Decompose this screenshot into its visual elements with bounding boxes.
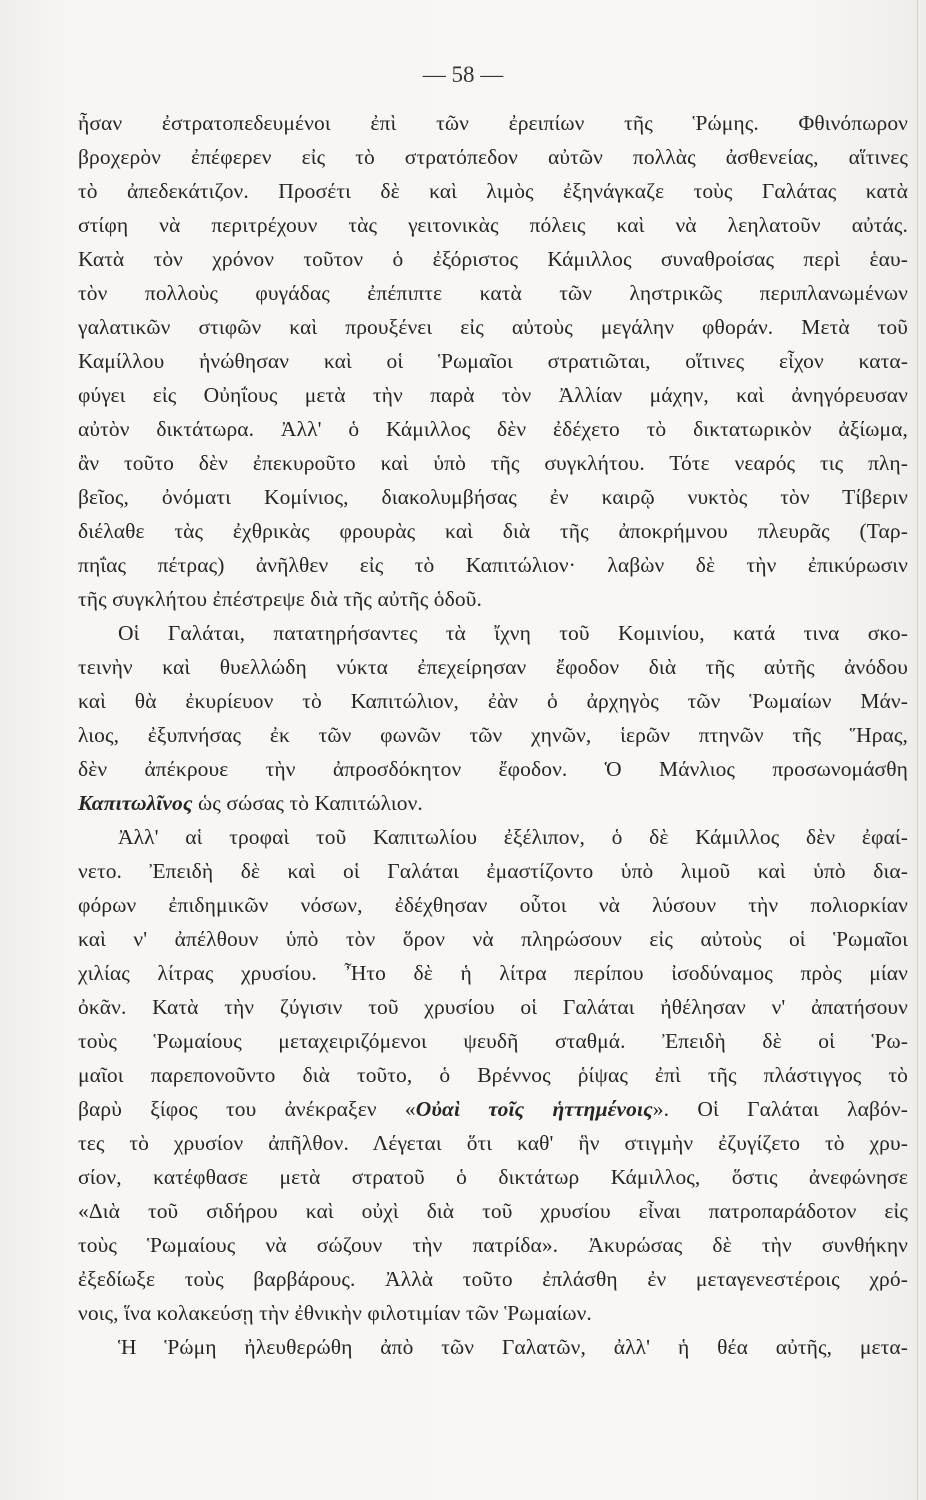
text-line (78, 1262, 908, 1296)
text-line (78, 888, 908, 922)
text-segment: πηΐας πέτρας) ἀνῆλθεν εἰς τὸ Καπιτώλιον· λαβὼν δὲ τὴν ἐπικύρωσιν (78, 553, 908, 577)
text-segment: Οἱ Γαλάται, πατατηρήσαντες τὰ ἴχνη τοῦ Κομινίου, κατά τινα σκο- (118, 621, 908, 645)
text-segment: βαρὺ ξίφος του ἀνέκραξεν « (78, 1097, 416, 1121)
text-line (78, 514, 908, 548)
text-line (78, 208, 908, 242)
text-line (78, 1330, 908, 1364)
text-segment: τὸν πολλοὺς φυγάδας ἐπέπιπτε κατὰ τῶν ληστρικῶς περιπλανωμένων (78, 281, 908, 305)
text-segment: νετο. Ἐπειδὴ δὲ καὶ οἱ Γαλάται ἐμαστίζοντο ὑπὸ λιμοῦ καὶ ὑπὸ δια- (78, 859, 908, 883)
text-segment: «Διὰ τοῦ σιδήρου καὶ οὐχὶ διὰ τοῦ χρυσίου εἶναι πατροπαράδοτον εἰς (78, 1199, 908, 1223)
text-segment: φύγει εἰς Οὐηΐους μετὰ τὴν παρὰ τὸν Ἀλλίαν μάχην, καὶ ἀνηγόρευσαν (78, 383, 908, 407)
text-line (78, 242, 908, 276)
text-segment: καὶ ν' ἀπέλθουν ὑπὸ τὸν ὅρον νὰ πληρώσουν εἰς αὐτοὺς οἱ Ῥωμαῖοι (78, 927, 908, 951)
text-line (78, 1126, 908, 1160)
text-segment: Καμίλλου ἡνώθησαν καὶ οἱ Ῥωμαῖοι στρατιῶται, οἵτινες εἶχον κατα- (78, 349, 908, 373)
text-line (78, 1024, 908, 1058)
text-segment: καὶ θὰ ἐκυρίευον τὸ Καπιτώλιον, ἐὰν ὁ ἀρχηγὸς τῶν Ῥωμαίων Μάν- (78, 689, 908, 713)
text-line (78, 480, 908, 514)
text-line (78, 990, 908, 1024)
text-segment: τοὺς Ῥωμαίους νὰ σώζουν τὴν πατρίδα». Ἀκυρώσας δὲ τὴν συνθήκην (78, 1233, 908, 1257)
text-line (78, 1194, 908, 1228)
text-line (78, 174, 908, 208)
text-segment: στίφη νὰ περιτρέχουν τὰς γειτονικὰς πόλεις καὶ νὰ λεηλατοῦν αὐτάς. (78, 213, 908, 237)
text-segment: βροχερὸν ἐπέφερεν εἰς τὸ στρατόπεδον αὐτῶν πολλὰς ἀσθενείας, αἵτινες (78, 145, 908, 169)
text-line (78, 276, 908, 310)
text-line (78, 1092, 908, 1126)
text-segment: τοὺς Ῥωμαίους μεταχειριζόμενοι ψευδῆ σταθμά. Ἐπειδὴ δὲ οἱ Ῥω- (78, 1029, 908, 1053)
emphasized-text: Οὐαὶ τοῖς ἡττημένοις (415, 1097, 653, 1121)
page-number: — 58 — (422, 62, 504, 87)
text-segment: ἂν τοῦτο δὲν ἐπεκυροῦτο καὶ ὑπὸ τῆς συγκλήτου. Τότε νεαρός τις πλη- (78, 451, 908, 475)
text-segment: φόρων ἐπιδημικῶν νόσων, ἐδέχθησαν οὗτοι νὰ λύσουν τὴν πολιορκίαν (78, 893, 908, 917)
emphasized-text: Καπιτωλῖνος (78, 791, 193, 815)
text-line (78, 140, 908, 174)
text-line (78, 616, 908, 650)
text-line (78, 446, 908, 480)
text-line (78, 956, 908, 990)
text-line (78, 1228, 908, 1262)
text-segment: σίον, κατέφθασε μετὰ στρατοῦ ὁ δικτάτωρ Κάμιλλος, ὅστις ἀνεφώνησε (78, 1165, 908, 1189)
text-segment: διέλαθε τὰς ἐχθρικὰς φρουρὰς καὶ διὰ τῆς ἀποκρήμνου πλευρᾶς (Ταρ- (78, 519, 908, 543)
text-line (78, 378, 908, 412)
text-line (78, 1296, 908, 1330)
text-line (78, 650, 908, 684)
text-line (78, 854, 908, 888)
text-segment: νοις, ἵνα κολακεύσῃ τὴν ἐθνικὴν φιλοτιμίαν τῶν Ῥωμαίων. (78, 1301, 592, 1325)
text-segment: Ἀλλ' αἱ τροφαὶ τοῦ Καπιτωλίου ἐξέλιπον, ὁ δὲ Κάμιλλος δὲν ἐφαί- (118, 825, 908, 849)
text-segment: τῆς συγκλήτου ἐπέστρεψε διὰ τῆς αὐτῆς ὁδοῦ. (78, 587, 482, 611)
text-line (78, 344, 908, 378)
text-segment: τεινὴν καὶ θυελλώδη νύκτα ἐπεχείρησαν ἔφοδον διὰ τῆς αὐτῆς ἀνόδου (78, 655, 908, 679)
text-segment: βεῖος, ὀνόματι Κομίνιος, διακολυμβήσας ἐν καιρῷ νυκτὸς τὸν Τίβεριν (78, 485, 908, 509)
text-line (78, 412, 908, 446)
text-line (78, 684, 908, 718)
text-segment: Κατὰ τὸν χρόνον τοῦτον ὁ ἐξόριστος Κάμιλλος συναθροίσας περὶ ἑαυ- (78, 247, 908, 271)
text-segment: χιλίας λίτρας χρυσίου. Ἦτο δὲ ἡ λίτρα περίπου ἰσοδύναμος πρὸς μίαν (78, 961, 908, 985)
text-line (78, 922, 908, 956)
text-segment: μαῖοι παρεπονοῦντο διὰ τοῦτο, ὁ Βρέννος ῥίψας ἐπὶ τῆς πλάστιγγος τὸ (78, 1063, 908, 1087)
text-segment: ἐξεδίωξε τοὺς βαρβάρους. Ἀλλὰ τοῦτο ἐπλάσθη ἐν μεταγενεστέροις χρό- (78, 1267, 908, 1291)
text-segment: τες τὸ χρυσίον ἀπῆλθον. Λέγεται ὅτι καθ' ἣν στιγμὴν ἐζυγίζετο τὸ χρυ- (78, 1131, 908, 1155)
text-line (78, 106, 908, 140)
text-segment: δὲν ἀπέκρουε τὴν ἀπροσδόκητον ἔφοδον. Ὁ Μάνλιος προσωνομάσθη (78, 757, 908, 781)
text-segment: τὸ ἀπεδεκάτιζον. Προσέτι δὲ καὶ λιμὸς ἐξηνάγκαζε τοὺς Γαλάτας κατὰ (78, 179, 908, 203)
text-line (78, 1160, 908, 1194)
text-segment: αὐτὸν δικτάτωρα. Ἀλλ' ὁ Κάμιλλος δὲν ἐδέχετο τὸ δικτατωρικὸν ἀξίωμα, (78, 417, 908, 441)
text-segment: λιος, ἐξυπνήσας ἐκ τῶν φωνῶν τῶν χηνῶν, ἱερῶν πτηνῶν τῆς Ἥρας, (78, 723, 908, 747)
text-line (78, 1058, 908, 1092)
text-segment: γαλατικῶν στιφῶν καὶ προυξένει εἰς αὐτοὺς μεγάλην φθοράν. Μετὰ τοῦ (78, 315, 908, 339)
text-line (78, 310, 908, 344)
text-line (78, 718, 908, 752)
text-segment: Ἡ Ῥώμη ἠλευθερώθη ἀπὸ τῶν Γαλατῶν, ἀλλ' ἡ θέα αὐτῆς, μετα- (118, 1335, 908, 1359)
page-edge (917, 0, 918, 1500)
text-segment: ». Οἱ Γαλάται λαβόν- (652, 1097, 908, 1121)
body-text (78, 106, 908, 1364)
text-segment: ἦσαν ἐστρατοπεδευμένοι ἐπὶ τῶν ἐρειπίων τῆς Ῥώμης. Φθινόπωρον (78, 111, 908, 135)
text-segment: ὡς σώσας τὸ Καπιτώλιον. (192, 791, 423, 815)
text-line (78, 820, 908, 854)
text-line (78, 582, 908, 616)
text-line (78, 548, 908, 582)
text-segment: ὀκᾶν. Κατὰ τὴν ζύγισιν τοῦ χρυσίου οἱ Γαλάται ἠθέλησαν ν' ἀπατήσουν (78, 995, 908, 1019)
text-line (78, 786, 908, 820)
text-line (78, 752, 908, 786)
